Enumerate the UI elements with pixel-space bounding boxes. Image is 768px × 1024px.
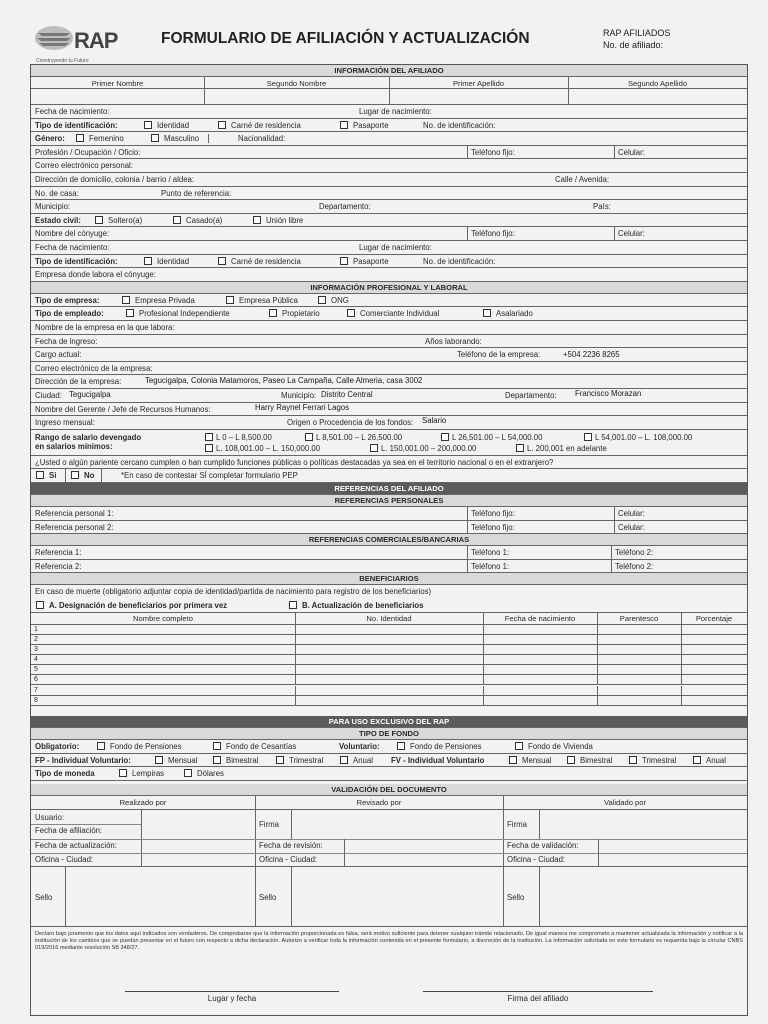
salaried-label: Asalariado [496,309,533,319]
spouse-birth-place-label: Lugar de nacimiento: [359,243,432,252]
seal-block [31,867,747,927]
beneficiary-row[interactable] [31,655,747,665]
married-checkbox[interactable] [173,216,181,224]
income-label: Ingreso mensual: [35,418,95,428]
spouse-name-label: Nombre del cónyuge: [35,229,110,239]
company-department-label: Departamento: [505,391,557,400]
start-date-label: Fecha de ingreso: [35,336,98,346]
personal-ref-1-row[interactable] [31,507,747,521]
spouse-birth-row[interactable] [31,241,747,255]
personal-ref-1-phone-label: Teléfono fijo: [471,509,515,518]
form-frame [30,64,748,1016]
reviewer-signature-label: Firma [259,820,279,829]
update-date-label: Fecha de actualización: [35,841,117,850]
id-identity-checkbox[interactable] [144,121,152,129]
affiliation-date-label: Fecha de afiliación: [35,826,103,835]
manager-row[interactable] [31,403,747,417]
position-row[interactable] [31,348,747,362]
city-row[interactable] [31,389,747,403]
email-row[interactable] [31,159,747,173]
rap-logo-icon [34,24,74,54]
ngo-checkbox[interactable] [318,296,326,304]
public-company-checkbox[interactable] [226,296,234,304]
company-email-row[interactable] [31,362,747,376]
manager-label: Nombre del Gerente / Jefe de Recursos Humanos: [35,404,211,414]
seal-2-label: Sello [259,893,277,902]
funds-origin-value: Salario [422,416,447,426]
section-rap-use: PARA USO EXCLUSIVO DEL RAP [31,716,747,728]
beneficiary-row-number: 2 [34,635,38,643]
section-references: REFERENCIAS DEL AFILIADO [31,483,747,495]
commercial-ref-1-row[interactable] [31,546,747,560]
mandatory-label: Obligatorio: [35,742,80,751]
col-full-name: Nombre completo [133,613,193,623]
start-date-row[interactable] [31,335,747,349]
spouse-company-row[interactable] [31,268,747,282]
id-identity-label: Identidad [157,120,190,130]
lempiras-label: Lempiras [132,769,165,779]
fv-quarterly-checkbox[interactable] [629,756,637,764]
section-affiliate-info: INFORMACIÓN DEL AFILIADO [31,65,747,77]
fund-row [31,740,747,754]
marital-label: Estado civil: [35,215,81,225]
beneficiaries-note: En caso de muerte (obligatorio adjuntar copia de identidad/partida de nacimiento para registro de los beneficiarios) [35,587,432,597]
free-union-label: Unión libre [266,215,304,225]
spouse-id-row [31,255,747,269]
fv-monthly-label: Mensual [522,755,552,765]
range-3-label: L 26,501.00 – L 54,000.00 [452,432,543,442]
form-header [30,18,748,62]
beneficiary-row[interactable] [31,665,747,675]
office-city-1-label: Oficina - Ciudad: [35,855,94,864]
id-passport-label: Pasaporte [353,120,389,130]
validated-by-header: Validado por [603,798,647,807]
company-email-label: Correo electrónico de la empresa: [35,363,153,373]
beneficiaries-header-row [31,613,747,625]
first-designation-checkbox[interactable] [36,601,44,609]
place-date-label: Lugar y fecha [207,994,257,1003]
fp-monthly-checkbox[interactable] [155,756,163,764]
spouse-id-residence-checkbox[interactable] [218,257,226,265]
affiliate-signature-label: Firma del afiliado [507,994,569,1003]
pep-note: *En caso de contestar SÍ completar formulario PEP [121,471,298,481]
commercial-ref-2-phone1-label: Teléfono 1: [471,561,510,571]
beneficiary-row[interactable] [31,635,747,645]
fv-voluntary-label: FV - Individual Voluntario [391,755,485,765]
review-date-label: Fecha de revisión: [259,841,323,850]
section-fund-type: TIPO DE FONDO [31,728,747,740]
location-row[interactable] [31,200,747,214]
independent-checkbox[interactable] [126,309,134,317]
personal-ref-1-label: Referencia personal 1: [35,509,114,518]
office-city-3-label: Oficina - Ciudad: [507,855,566,864]
position-label: Cargo actual: [35,350,82,360]
gender-label: Género: [35,134,65,144]
beneficiary-row-number: 5 [34,666,38,674]
update-beneficiaries-checkbox[interactable] [289,601,297,609]
voluntary-pension-label: Fondo de Pensiones [410,742,482,751]
city-label: Ciudad: [35,391,62,400]
private-company-checkbox[interactable] [122,296,130,304]
commercial-ref-1-phone1-label: Teléfono 1: [471,548,510,558]
office-city-2-label: Oficina - Ciudad: [259,855,318,864]
city-value: Tegucigalpa [69,390,111,399]
pep-question: ¿Usted o algún pariente cercano cumplen o han cumplido funciones públicas o políticas destacadas ya sea en el territorio nacional o en el extranjero? [35,457,554,467]
beneficiary-row[interactable] [31,645,747,655]
fp-annual-label: Anual [353,755,373,765]
fv-bimonthly-label: Bimestral [580,755,613,765]
municipality-label: Municipio: [35,202,71,212]
commercial-ref-1-label: Referencia 1: [35,548,82,558]
range-3-checkbox[interactable] [441,433,449,441]
severance-fund-label: Fondo de Cesantías [226,742,297,751]
spouse-id-residence-label: Carné de residencia [231,256,301,266]
fv-quarterly-label: Trimestral [642,755,677,765]
single-checkbox[interactable] [95,216,103,224]
beneficiary-row[interactable] [31,686,747,696]
address-label: Dirección de domicilio, colonia / barrio / aldea: [35,175,195,184]
housing-fund-label: Fondo de Vivienda [528,742,593,751]
validation-date-label: Fecha de validación: [507,841,579,850]
declaration-text: Declaro bajo juramento que los datos aquí indicados son verdaderos. De comprobarse que la información proporcionada es falsa, será motivo suficiente para detener cualquier trámite relacionado. De igual manera me comprometo a mantener actualizada la información y notificar a la institución de los cambios que se puedan presentar en el futuro con respecto a dicha declaración. Autorizo a verificar toda la información contenida en el presente formulario, a discreción de la institución. La información solicitada en este formulario es requerida bajo la circular CNBS 019/2016 mediante resolución SB 348/27. [35,931,743,952]
marital-row [31,214,747,228]
dollars-label: Dólares [197,769,224,779]
range-5-checkbox[interactable] [205,444,213,452]
gender-row [31,132,747,146]
spouse-id-passport-checkbox[interactable] [340,257,348,265]
beneficiary-row-number: 4 [34,656,38,664]
affiliate-signature-line [423,991,653,992]
validation-header-row [31,796,747,810]
single-label: Soltero(a) [108,215,143,225]
beneficiary-row-number: 1 [34,625,38,633]
beneficiaries-options-row [31,599,747,613]
rap-affiliates-label: RAP AFILIADOS [603,28,671,38]
first-surname-header: Primer Apellido [452,79,505,88]
second-surname-header: Segundo Apellido [627,79,688,88]
fp-voluntary-label: FP - Individual Voluntario: [35,755,131,765]
phone-label: Teléfono fijo: [471,147,515,157]
first-designation-label: A. Designación de beneficiarios por primera vez [49,601,228,610]
range-7-label: L. 200,001 en adelante [527,443,607,453]
manager-value: Harry Raynel Ferrari Lagos [255,402,350,412]
country-label: País: [593,202,611,212]
company-address-value: Tegucigalpa, Colonia Matamoros, Paseo La Campaña, Calle Almeria, casa 3002 [145,376,423,386]
salary-range-label-1: Rango de salario devengado [35,432,142,442]
section-commercial-references: REFERENCIAS COMERCIALES/BANCARIAS [31,534,747,546]
page-title: FORMULARIO DE AFILIACIÓN Y ACTUALIZACIÓN [161,30,530,47]
company-department-value: Francisco Morazan [575,389,642,398]
employee-type-label: Tipo de empleado: [35,309,104,319]
col-percentage: Porcentaje [695,613,733,623]
range-1-checkbox[interactable] [205,433,213,441]
fp-annual-checkbox[interactable] [340,756,348,764]
company-municipality-value: Distrito Central [321,390,373,399]
seal-1-label: Sello [35,893,53,902]
mandatory-pension-label: Fondo de Pensiones [110,742,182,751]
reference-point-label: Punto de referencia: [161,188,232,198]
fv-annual-label: Anual [706,755,726,765]
company-type-row [31,294,747,308]
public-company-label: Empresa Pública [239,295,298,305]
id-type-label: Tipo de identificación: [35,120,118,130]
section-beneficiaries: BENEFICIARIOS [31,573,747,585]
personal-ref-2-cell-label: Celular: [618,522,645,532]
severance-fund-checkbox[interactable] [213,742,221,750]
company-municipality-label: Municipio: [281,391,317,400]
email-label: Correo electrónico personal: [35,161,133,171]
married-label: Casado(a) [186,215,223,225]
mandatory-pension-checkbox[interactable] [97,742,105,750]
birth-date-label: Fecha de nacimiento: [35,107,110,116]
currency-row [31,767,747,781]
range-4-checkbox[interactable] [584,433,592,441]
private-company-label: Empresa Privada [135,295,195,305]
section-professional: INFORMACIÓN PROFESIONAL Y LABORAL [31,282,747,294]
logo-wordmark: RAP [74,28,118,53]
pep-yes-label: Si [49,471,57,481]
name-headers-row [31,77,747,89]
company-address-row[interactable] [31,375,747,389]
merchant-checkbox[interactable] [347,309,355,317]
fp-quarterly-checkbox[interactable] [276,756,284,764]
house-no-label: No. de casa: [35,188,79,198]
beneficiary-row[interactable] [31,696,747,706]
beneficiary-row-number: 3 [34,645,38,653]
commercial-ref-1-phone2-label: Teléfono 2: [615,548,654,558]
col-relationship: Parentesco [619,613,659,623]
voluntary-label: Voluntario: [339,742,380,751]
company-phone-value: +504 2236 8265 [563,350,620,360]
department-label: Departamento: [319,202,371,212]
commercial-ref-2-label: Referencia 2: [35,561,82,571]
gender-female-checkbox[interactable] [76,134,84,142]
commercial-ref-2-row[interactable] [31,560,747,574]
seal-3-label: Sello [507,893,525,902]
spouse-id-type-label: Tipo de identificación: [35,256,118,266]
pep-question-row [31,456,747,470]
section-personal-references: REFERENCIAS PERSONALES [31,495,747,507]
col-id-number: No. Identidad [366,613,412,623]
profession-label: Profesión / Ocupación / Oficio: [35,147,141,157]
beneficiary-row-number: 6 [34,676,38,684]
ngo-label: ONG [331,295,349,305]
commercial-ref-2-phone2-label: Teléfono 2: [615,561,654,571]
user-label: Usuario: [35,813,65,822]
spouse-row[interactable] [31,227,747,241]
salaried-checkbox[interactable] [483,309,491,317]
name-values-row[interactable] [31,89,747,105]
beneficiary-row-number: 7 [34,686,38,694]
spouse-id-passport-label: Pasaporte [353,256,389,266]
years-label: Años laborando: [425,336,482,346]
first-name-header: Primer Nombre [91,79,144,88]
place-date-line [125,991,339,992]
done-by-header: Realizado por [119,798,167,807]
spouse-birth-label: Fecha de nacimiento: [35,243,110,252]
personal-ref-2-label: Referencia personal 2: [35,522,114,532]
col-birth-date: Fecha de nacimiento [504,613,576,623]
voluntary-pension-checkbox[interactable] [397,742,405,750]
spouse-phone-label: Teléfono fijo: [471,229,515,239]
beneficiaries-note-row [31,585,747,599]
gender-male-checkbox[interactable] [151,134,159,142]
house-row[interactable] [31,187,747,201]
funds-origin-label: Origen o Procedencia de los fondos: [287,418,414,428]
owner-checkbox[interactable] [269,309,277,317]
personal-ref-2-phone-label: Teléfono fijo: [471,522,515,532]
id-residence-label: Carné de residencia [231,120,301,130]
spouse-company-label: Empresa donde labora el cónyuge: [35,270,156,280]
spouse-id-identity-checkbox[interactable] [144,257,152,265]
second-name-header: Segundo Nombre [266,79,327,88]
range-5-label: L. 108,001.00 – L. 150,000.00 [216,443,321,453]
owner-label: Propietario [282,309,320,319]
pep-no-label: No [84,471,95,481]
reviewed-by-header: Revisado por [356,798,402,807]
fv-annual-checkbox[interactable] [693,756,701,764]
company-name-row[interactable] [31,321,747,335]
address-row[interactable] [31,173,747,187]
company-address-label: Dirección de la empresa: [35,377,122,387]
birth-place-label: Lugar de nacimiento: [359,107,432,116]
validator-signature-label: Firma [507,820,527,829]
id-number-label: No. de identificación: [423,120,496,130]
spouse-cell-label: Celular: [618,229,645,239]
id-residence-checkbox[interactable] [218,121,226,129]
spouse-id-number-label: No. de identificación: [423,256,496,266]
employee-type-row [31,307,747,321]
individual-voluntary-row [31,754,747,768]
cell-label: Celular: [618,147,645,157]
section-validation: VALIDACIÓN DEL DOCUMENTO [31,784,747,796]
spouse-id-identity-label: Identidad [157,256,190,266]
range-7-checkbox[interactable] [516,444,524,452]
fp-monthly-label: Mensual [168,755,198,765]
pep-no-checkbox[interactable] [71,471,79,479]
currency-label: Tipo de moneda [35,769,95,779]
gender-female-label: Femenino [89,134,124,144]
income-row[interactable] [31,416,747,430]
fv-bimonthly-checkbox[interactable] [567,756,575,764]
beneficiary-row[interactable] [31,675,747,685]
range-2-checkbox[interactable] [305,433,313,441]
personal-ref-1-cell-label: Celular: [618,509,645,518]
range-1-label: L 0 – L 8,500.00 [216,432,272,442]
range-6-checkbox[interactable] [370,444,378,452]
company-name-label: Nombre de la empresa en la que labora: [35,323,175,332]
update-beneficiaries-label: B. Actualización de beneficiarios [302,601,424,610]
company-type-label: Tipo de empresa: [35,295,100,305]
street-label: Calle / Avenida: [555,175,610,184]
logo-tagline: Construyendo tu Futuro [36,58,89,64]
birth-row[interactable] [31,105,747,119]
dollars-checkbox[interactable] [184,769,192,777]
fp-bimonthly-label: Bimestral [226,755,259,765]
company-phone-label: Teléfono de la empresa: [457,350,541,360]
housing-fund-checkbox[interactable] [515,742,523,750]
range-4-label: L 54,001.00 – L. 108,000.00 [595,432,693,442]
fp-bimonthly-checkbox[interactable] [213,756,221,764]
merchant-label: Comerciante Individual [360,309,440,319]
independent-label: Profesional Independiente [139,309,230,319]
beneficiary-row-number: 8 [34,696,38,704]
personal-ref-2-row[interactable] [31,521,747,535]
range-6-label: L. 150,001.00 – 200,000.00 [381,443,477,453]
pep-answer-row [31,469,747,483]
id-passport-checkbox[interactable] [340,121,348,129]
validation-details-block [31,810,747,867]
beneficiary-row[interactable] [31,625,747,635]
pep-yes-checkbox[interactable] [36,471,44,479]
affiliate-number-label: No. de afiliado: [603,40,664,50]
gender-male-label: Masculino [164,134,200,144]
lempiras-checkbox[interactable] [119,769,127,777]
profession-row[interactable] [31,146,747,160]
salary-range-label-2: en salarios mínimos: [35,441,113,451]
fv-monthly-checkbox[interactable] [509,756,517,764]
id-type-row [31,119,747,133]
nationality-label: Nacionalidad: [238,134,286,144]
rap-logo [34,24,124,68]
free-union-checkbox[interactable] [253,216,261,224]
fp-quarterly-label: Trimestral [289,755,324,765]
salary-range-row [31,430,747,456]
range-2-label: L 8,501.00 – L 26,500.00 [316,432,403,442]
declaration-block [31,931,747,971]
